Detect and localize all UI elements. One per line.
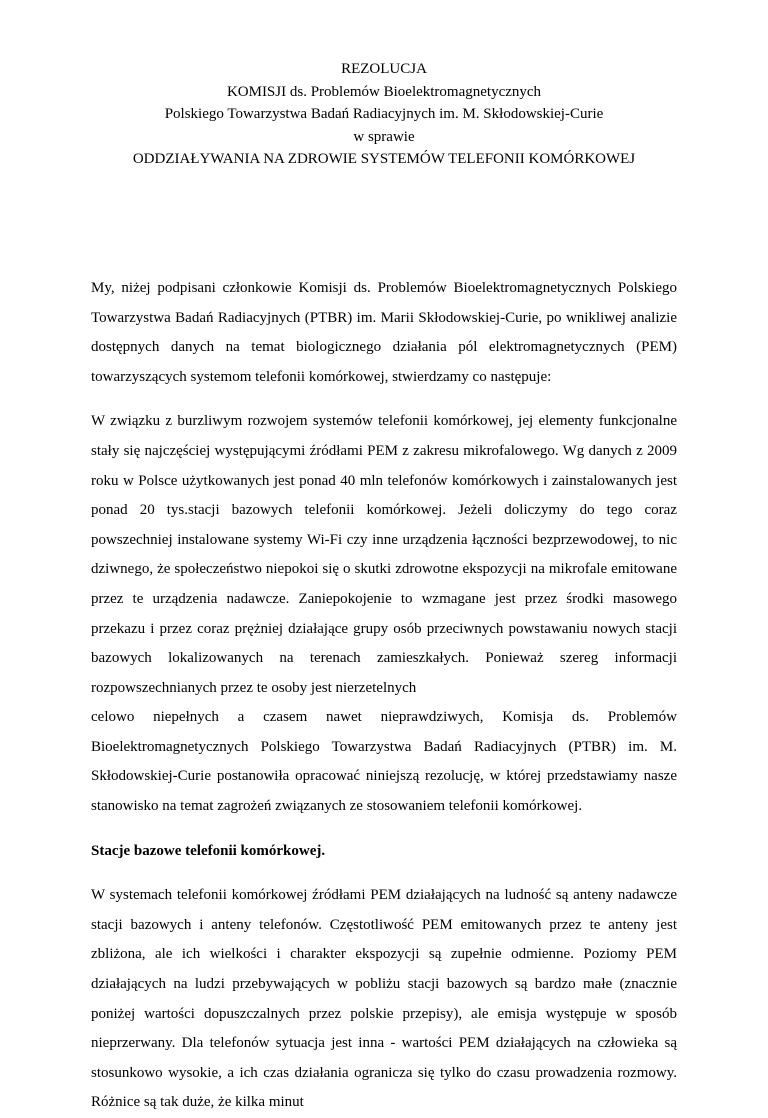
context-paragraph-spread-line [91, 703, 677, 733]
spread-word: ds. [571, 709, 589, 726]
context-paragraph [91, 407, 677, 821]
document-page [91, 0, 677, 1118]
section-heading: Stacje bazowe telefonii komórkowej. [91, 842, 326, 859]
heading-title: REZOLUCJA [341, 61, 427, 77]
resolution-heading [91, 0, 677, 171]
heading-commission: KOMISJI ds. Problemów Bioelektromagnetycznych [226, 83, 542, 100]
spread-word: niepełnych [153, 709, 219, 726]
intro-paragraph: My, niżej podpisani członkowie Komisji ds. Problemów Bioelektromagnetycznych Polskiego Towarzystwa Badań Radiacyjnych (PTBR) im. Marii Skłodowskiej-Curie, po wnikliwej analizie dostępnych danych na temat biologicznego działania pól elektromagnetycznych (PEM) towarzyszących systemom telefonii komórkowej, stwierdzamy co następuje: [91, 279, 677, 385]
base-stations-paragraph: W systemach telefonii komórkowej źródłami PEM działających na ludność są anteny nadawcze stacji bazowych i anteny telefonów. Częstotliwość PEM emitowanych przez te anteny jest zbliżona, ale ich wielkości i charakter ekspozycji są zupełnie odmienne. Poziomy PEM działających na ludzi przebywających w pobliżu stacji bazowych są bardzo małe (znacznie poniżej wartości dopuszczalnych przez polskie przepisy), ale emisja występuje w sposób nieprzerwany. Dla telefonów sytuacja jest inna - wartości PEM działających na człowieka są stosunkowo wysokie, a ich czas działania ogranicza się tylko do czasu prowadzenia rozmowy. Różnice są tak duże, że kilka minut [91, 887, 677, 1111]
heading-subject: ODDZIAŁYWANIA NA ZDROWIE SYSTEMÓW TELEFONII KOMÓRKOWEJ [132, 151, 636, 168]
context-paragraph-part2: Bioelektromagnetycznych Polskiego Towarzystwa Badań Radiacyjnych (PTBR) im. M. Skłodowskiej-Curie postanowiła opracować niniejszą rezolucję, w której przedstawiamy nasze stanowisko na temat zagrożeń związanych ze stosowaniem telefonii komórkowej. [91, 738, 677, 815]
heading-society: Polskiego Towarzystwa Badań Radiacyjnych im. M. Skłodowskiej-Curie [164, 106, 604, 123]
spread-word: nawet [326, 709, 362, 726]
spread-word: a [237, 709, 245, 726]
spread-word: celowo [91, 709, 135, 726]
context-paragraph-part1: W związku z burzliwym rozwojem systemów telefonii komórkowej, jej elementy funkcjonalne stały się najczęściej występującymi źródłami PEM z zakresu mikrofalowego. Wg danych z 2009 roku w Polsce użytkowanych jest ponad 40 mln telefonów komórkowych i zainstalowanych jest ponad 20 tys.stacji bazowych telefonii komórkowej. Jeżeli doliczymy do tego coraz powszechniej instalowane systemy Wi-Fi czy inne urządzenia łączności bezprzewodowej, to nic dziwnego, że społeczeństwo niepokoi się o skutki zdrowotne ekspozycji na mikrofale emitowane przez te urządzenia nadawcze. Zaniepokojenie to wzmagane jest przez środki masowego przekazu i przez coraz prężniej działające grupy osób przeciwnych powstawaniu nowych stacji bazowych lokalizowanych na terenach zamieszkałych. Ponieważ szereg informacji rozpowszechnianych przez te osoby jest nierzetelnych [91, 413, 677, 696]
spread-word: Problemów [607, 709, 677, 726]
heading-regarding: w sprawie [353, 128, 415, 145]
spread-word: czasem [263, 709, 308, 726]
spread-word: Komisja [502, 709, 554, 726]
spread-word: nieprawdziwych, [380, 709, 484, 726]
